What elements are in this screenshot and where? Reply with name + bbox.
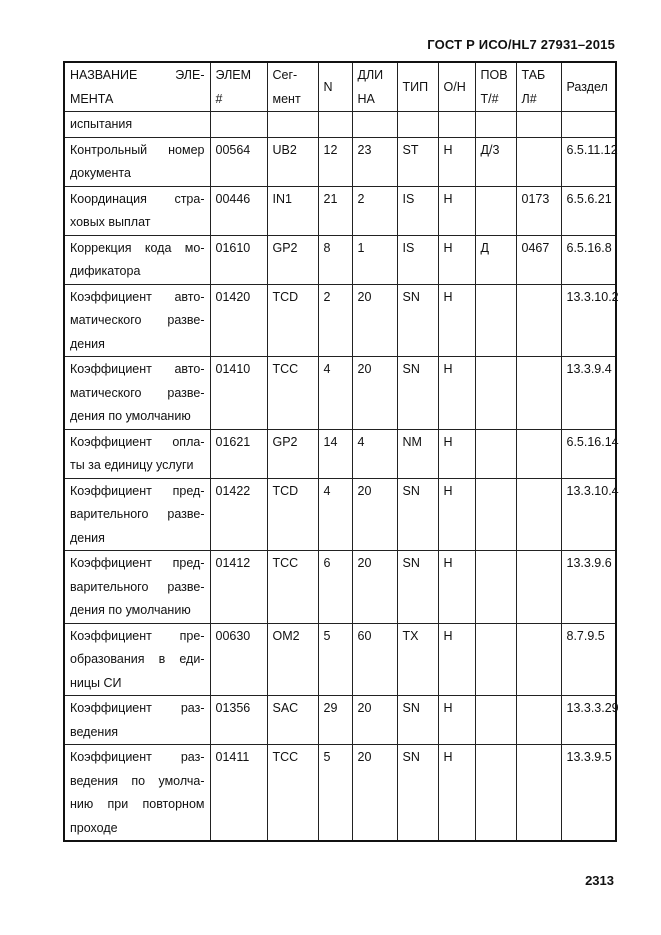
section-cell: 6.5.16.14 (561, 429, 616, 478)
element-name-line: матического разве- (70, 385, 205, 400)
n-cell: 2 (318, 284, 352, 357)
table-cell: 0467 (516, 235, 561, 284)
length-cell: 20 (352, 478, 397, 551)
element-name-cell (64, 429, 210, 478)
table-row (64, 429, 616, 478)
repeat-cell (475, 357, 516, 430)
section-cell: 13.3.9.4 (561, 357, 616, 430)
type-cell: IS (397, 186, 438, 235)
n-cell: 5 (318, 745, 352, 842)
elem-cell: 00564 (210, 137, 267, 186)
element-name-line: нию при повторном (70, 797, 205, 811)
table-cell (516, 429, 561, 478)
element-name-line: Коэффициент авто- (70, 362, 205, 376)
length-cell: 20 (352, 284, 397, 357)
repeat-cell (475, 429, 516, 478)
section-cell: 13.3.9.6 (561, 551, 616, 624)
col-header-type: ТИП (397, 62, 438, 112)
table-cell (516, 696, 561, 745)
col-header-length: ДЛИ НА (352, 62, 397, 112)
element-name-line: Коэффициент пре- (70, 628, 205, 643)
section-cell: 6.5.16.8 (561, 235, 616, 284)
segment-cell: TCC (267, 357, 318, 430)
type-cell: SN (397, 478, 438, 551)
element-name-line: ведения (70, 724, 119, 739)
element-name-line: документа (70, 166, 131, 180)
segment-cell (267, 112, 318, 138)
element-name-line: проходе (70, 820, 118, 835)
table-cell (516, 137, 561, 186)
elem-cell: 01420 (210, 284, 267, 357)
element-name-line: Коэффициент раз- (70, 701, 205, 715)
col-header-elem: ЭЛЕМ # (210, 62, 267, 112)
repeat-cell (475, 186, 516, 235)
repeat-cell (475, 696, 516, 745)
element-name-line: дения (70, 530, 105, 545)
section-cell: 13.3.10.2 (561, 284, 616, 357)
element-name-cell (64, 623, 210, 696)
section-cell: 13.3.10.4 (561, 478, 616, 551)
segment-cell: UB2 (267, 137, 318, 186)
length-cell: 20 (352, 696, 397, 745)
repeat-cell (475, 284, 516, 357)
element-name-line: образования в еди- (70, 652, 205, 666)
element-name-line: варительного разве- (70, 507, 205, 521)
element-name-line: дения по умолчанию (70, 603, 191, 617)
length-cell: 4 (352, 429, 397, 478)
col-header-name: НАЗВАНИЕ ЭЛЕ- МЕНТА (64, 62, 210, 112)
elem-cell (210, 112, 267, 138)
repeat-cell (475, 551, 516, 624)
segment-cell: TCC (267, 745, 318, 842)
segment-cell: OM2 (267, 623, 318, 696)
table-row (64, 623, 616, 696)
repeat-cell (475, 745, 516, 842)
opt-cell: Н (438, 623, 475, 696)
col-header-repeat: ПОВ Т/# (475, 62, 516, 112)
element-name-cell (64, 284, 210, 357)
table-cell (516, 745, 561, 842)
segment-cell: GP2 (267, 235, 318, 284)
table-cell (516, 112, 561, 138)
elem-cell: 01422 (210, 478, 267, 551)
table-row (64, 745, 616, 842)
table-row (64, 551, 616, 624)
type-cell: SN (397, 696, 438, 745)
table-header-row (64, 62, 616, 112)
type-cell: IS (397, 235, 438, 284)
n-cell: 4 (318, 357, 352, 430)
element-name-line: Коэффициент опла- (70, 434, 205, 449)
col-header-n: N (318, 62, 352, 112)
section-cell: 6.5.11.12 (561, 137, 616, 186)
table-cell (516, 478, 561, 551)
n-cell: 29 (318, 696, 352, 745)
section-cell (561, 112, 616, 138)
length-cell (352, 112, 397, 138)
opt-cell: Н (438, 551, 475, 624)
opt-cell: Н (438, 429, 475, 478)
section-cell: 8.7.9.5 (561, 623, 616, 696)
n-cell: 21 (318, 186, 352, 235)
type-cell: SN (397, 357, 438, 430)
element-name-cell (64, 186, 210, 235)
element-name-line: варительного разве- (70, 579, 205, 594)
n-cell: 5 (318, 623, 352, 696)
element-name-cell (64, 745, 210, 842)
table-row (64, 696, 616, 745)
section-cell: 13.3.3.29 (561, 696, 616, 745)
segment-cell: TCC (267, 551, 318, 624)
col-header-section: Раздел (561, 62, 616, 112)
repeat-cell (475, 623, 516, 696)
elem-cell: 00630 (210, 623, 267, 696)
elem-cell: 01410 (210, 357, 267, 430)
opt-cell: Н (438, 235, 475, 284)
type-cell: SN (397, 284, 438, 357)
section-cell: 6.5.6.21 (561, 186, 616, 235)
element-name-line: дения (70, 336, 105, 351)
element-name-line: Координация стра- (70, 191, 205, 206)
table-cell (516, 284, 561, 357)
opt-cell: Н (438, 137, 475, 186)
segment-cell: TCD (267, 284, 318, 357)
element-name-line: Контрольный номер (70, 142, 205, 157)
element-name-line: ховых выплат (70, 215, 151, 229)
page-number: 2313 (585, 873, 614, 888)
length-cell: 20 (352, 745, 397, 842)
n-cell (318, 112, 352, 138)
element-name-cell (64, 235, 210, 284)
element-name-cell (64, 551, 210, 624)
col-header-segment: Сег- мент (267, 62, 318, 112)
element-name-line: Коэффициент пред- (70, 556, 205, 570)
element-name-line: испытания (70, 117, 133, 131)
repeat-cell (475, 112, 516, 138)
element-name-cell (64, 696, 210, 745)
n-cell: 8 (318, 235, 352, 284)
element-name-line: Коэффициент раз- (70, 750, 205, 764)
table-row (64, 137, 616, 186)
opt-cell: Н (438, 696, 475, 745)
length-cell: 23 (352, 137, 397, 186)
opt-cell: Н (438, 186, 475, 235)
n-cell: 14 (318, 429, 352, 478)
elem-cell: 01610 (210, 235, 267, 284)
length-cell: 2 (352, 186, 397, 235)
element-name-line: дификатора (70, 264, 141, 278)
type-cell: SN (397, 551, 438, 624)
table-row (64, 186, 616, 235)
type-cell: ST (397, 137, 438, 186)
element-name-line: Коэффициент авто- (70, 289, 205, 304)
col-header-table: ТАБ Л# (516, 62, 561, 112)
table-cell (516, 551, 561, 624)
n-cell: 6 (318, 551, 352, 624)
elem-cell: 01411 (210, 745, 267, 842)
table-row (64, 357, 616, 430)
n-cell: 12 (318, 137, 352, 186)
length-cell: 20 (352, 551, 397, 624)
type-cell: TX (397, 623, 438, 696)
element-name-line: Коэффициент пред- (70, 483, 205, 498)
segment-cell: GP2 (267, 429, 318, 478)
opt-cell: Н (438, 357, 475, 430)
element-name-line: дения по умолчанию (70, 409, 191, 423)
length-cell: 1 (352, 235, 397, 284)
elem-cell: 01412 (210, 551, 267, 624)
opt-cell (438, 112, 475, 138)
element-name-line: ницы СИ (70, 675, 122, 690)
table-cell: 0173 (516, 186, 561, 235)
type-cell (397, 112, 438, 138)
document-code: ГОСТ Р ИСО/HL7 27931–2015 (427, 37, 615, 52)
element-name-cell (64, 478, 210, 551)
element-name-line: Коррекция кода мо- (70, 240, 205, 255)
elem-cell: 00446 (210, 186, 267, 235)
table-row (64, 478, 616, 551)
length-cell: 20 (352, 357, 397, 430)
opt-cell: Н (438, 745, 475, 842)
element-name-line: ведения по умолча- (70, 773, 205, 788)
opt-cell: Н (438, 284, 475, 357)
elem-cell: 01621 (210, 429, 267, 478)
opt-cell: Н (438, 478, 475, 551)
table-cell (516, 357, 561, 430)
element-name-cell (64, 137, 210, 186)
n-cell: 4 (318, 478, 352, 551)
segment-cell: IN1 (267, 186, 318, 235)
segment-cell: TCD (267, 478, 318, 551)
elem-cell: 01356 (210, 696, 267, 745)
length-cell: 60 (352, 623, 397, 696)
elements-table (63, 61, 617, 842)
element-name-line: матического разве- (70, 313, 205, 327)
table-row (64, 235, 616, 284)
col-header-opt: О/Н (438, 62, 475, 112)
element-name-line: ты за единицу услуги (70, 458, 194, 472)
repeat-cell: Д (475, 235, 516, 284)
type-cell: SN (397, 745, 438, 842)
table-cell (516, 623, 561, 696)
table-row (64, 112, 616, 138)
repeat-cell (475, 478, 516, 551)
table-row (64, 284, 616, 357)
segment-cell: SAC (267, 696, 318, 745)
element-name-cell (64, 112, 210, 138)
type-cell: NM (397, 429, 438, 478)
repeat-cell: Д/3 (475, 137, 516, 186)
section-cell: 13.3.9.5 (561, 745, 616, 842)
element-name-cell (64, 357, 210, 430)
